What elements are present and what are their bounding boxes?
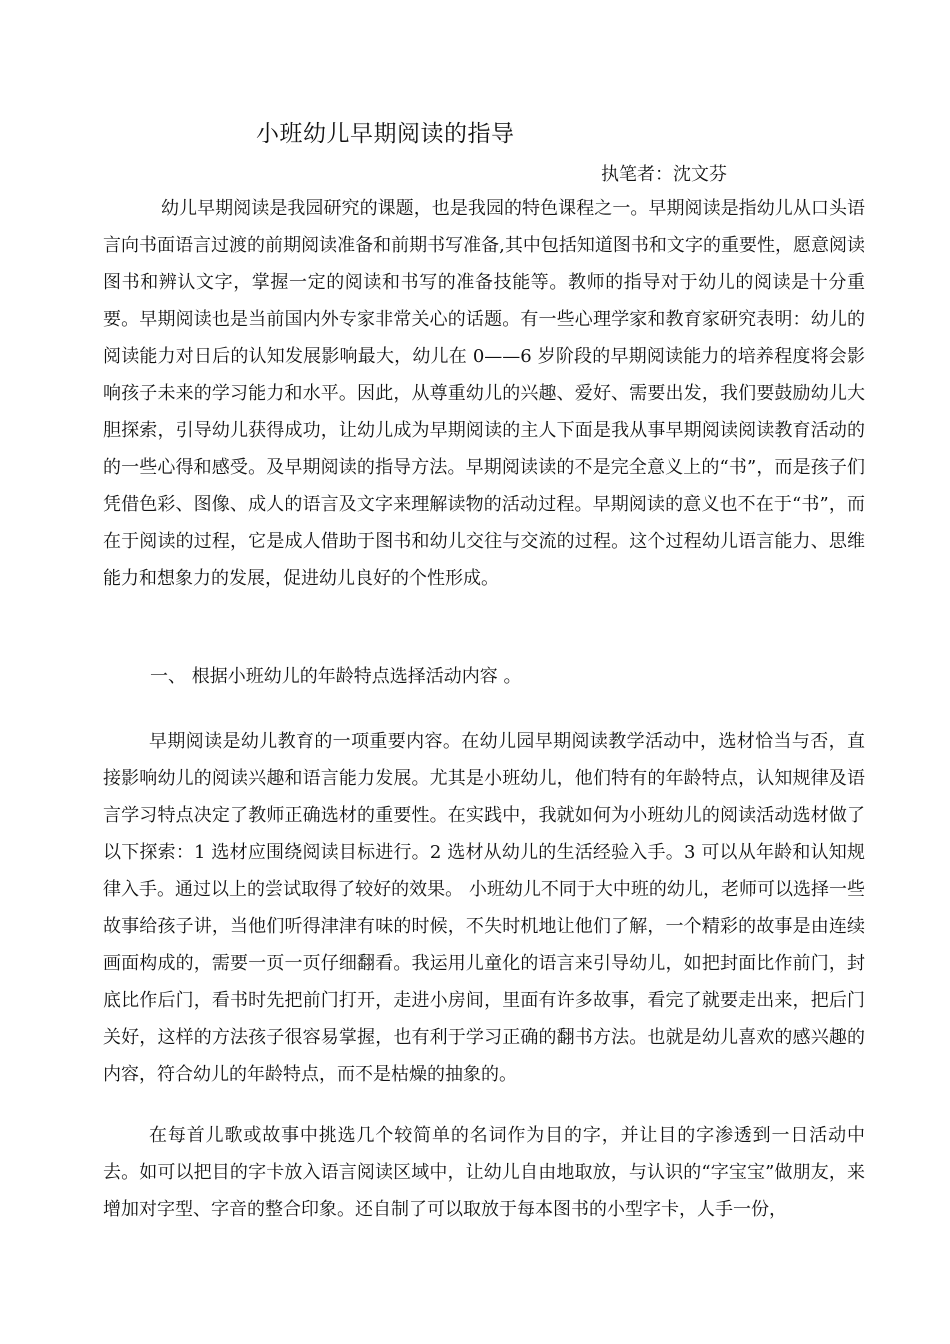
author-line: 执笔者：沈文芬 [601,164,727,185]
paragraph-target-words: 在每首儿歌或故事中挑选几个较简单的名词作为目的字，并让目的字渗透到一日活动中去。如可以把目的字卡放入语言阅读区域中，让幼儿自由地取放，与认识的“字宝宝”做朋友，来增加对字型、字音的整合印象。还自制了可以取放于每本图书的小型字卡，人手一份， [103,1125,865,1220]
document-title: 小班幼儿早期阅读的指导 [256,121,515,147]
paragraph-intro: 幼儿早期阅读是我园研究的课题，也是我园的特色课程之一。早期阅读是指幼儿从口头语言向书面语言过渡的前期阅读准备和前期书写准备,其中包括知道图书和文字的重要性，愿意阅读图书和辨认文字，掌握一定的阅读和书写的准备技能等。教师的指导对于幼儿的阅读是十分重要。早期阅读也是当前国内外专家非常关心的话题。有一些心理学家和教育家研究表明：幼儿的阅读能力对日后的认知发展影响最大，幼儿在 0——6 岁阶段的早期阅读能力的培养程度将会影响孩子未来的学习能力和水平。因此，从尊重幼儿的兴趣、爱好、需要出发，我们要鼓励幼儿大胆探索，引导幼儿获得成功，让幼儿成为早期阅读的主人下面是我从事早期阅读阅读教育活动的的一些心得和感受。及早期阅读的指导方法。早期阅读读的不是完全意义上的“书”，而是孩子们凭借色彩、图像、成人的语言及文字来理解读物的活动过程。早期阅读的意义也不在于“书”，而在于阅读的过程，它是成人借助于图书和幼儿交往与交流的过程。这个过程幼儿语言能力、思维能力和想象力的发展，促进幼儿良好的个性形成。 [103,198,865,589]
section-heading-1: 一、 根据小班幼儿的年龄特点选择活动内容 。 [150,666,522,687]
paragraph-selection: 早期阅读是幼儿教育的一项重要内容。在幼儿园早期阅读教学活动中，选材恰当与否，直接影响幼儿的阅读兴趣和语言能力发展。尤其是小班幼儿，他们特有的年龄特点，认知规律及语言学习特点决定了教师正确选材的重要性。在实践中，我就如何为小班幼儿的阅读活动选材做了以下探索：1 选材应围绕阅读目标进行。2 选材从幼儿的生活经验入手。3 可以从年龄和认知规律入手。通过以上的尝试取得了较好的效果。 小班幼儿不同于大中班的幼儿，老师可以选择一些故事给孩子讲，当他们听得津津有味的时候，不失时机地让他们了解，一个精彩的故事是由连续画面构成的，需要一页一页仔细翻看。我运用儿童化的语言来引导幼儿，如把封面比作前门，封底比作后门，看书时先把前门打开，走进小房间，里面有许多故事，看完了就要走出来，把后门关好，这样的方法孩子很容易掌握，也有利于学习正确的翻书方法。也就是幼儿喜欢的感兴趣的内容，符合幼儿的年龄特点，而不是枯燥的抽象的。 [103,731,865,1085]
